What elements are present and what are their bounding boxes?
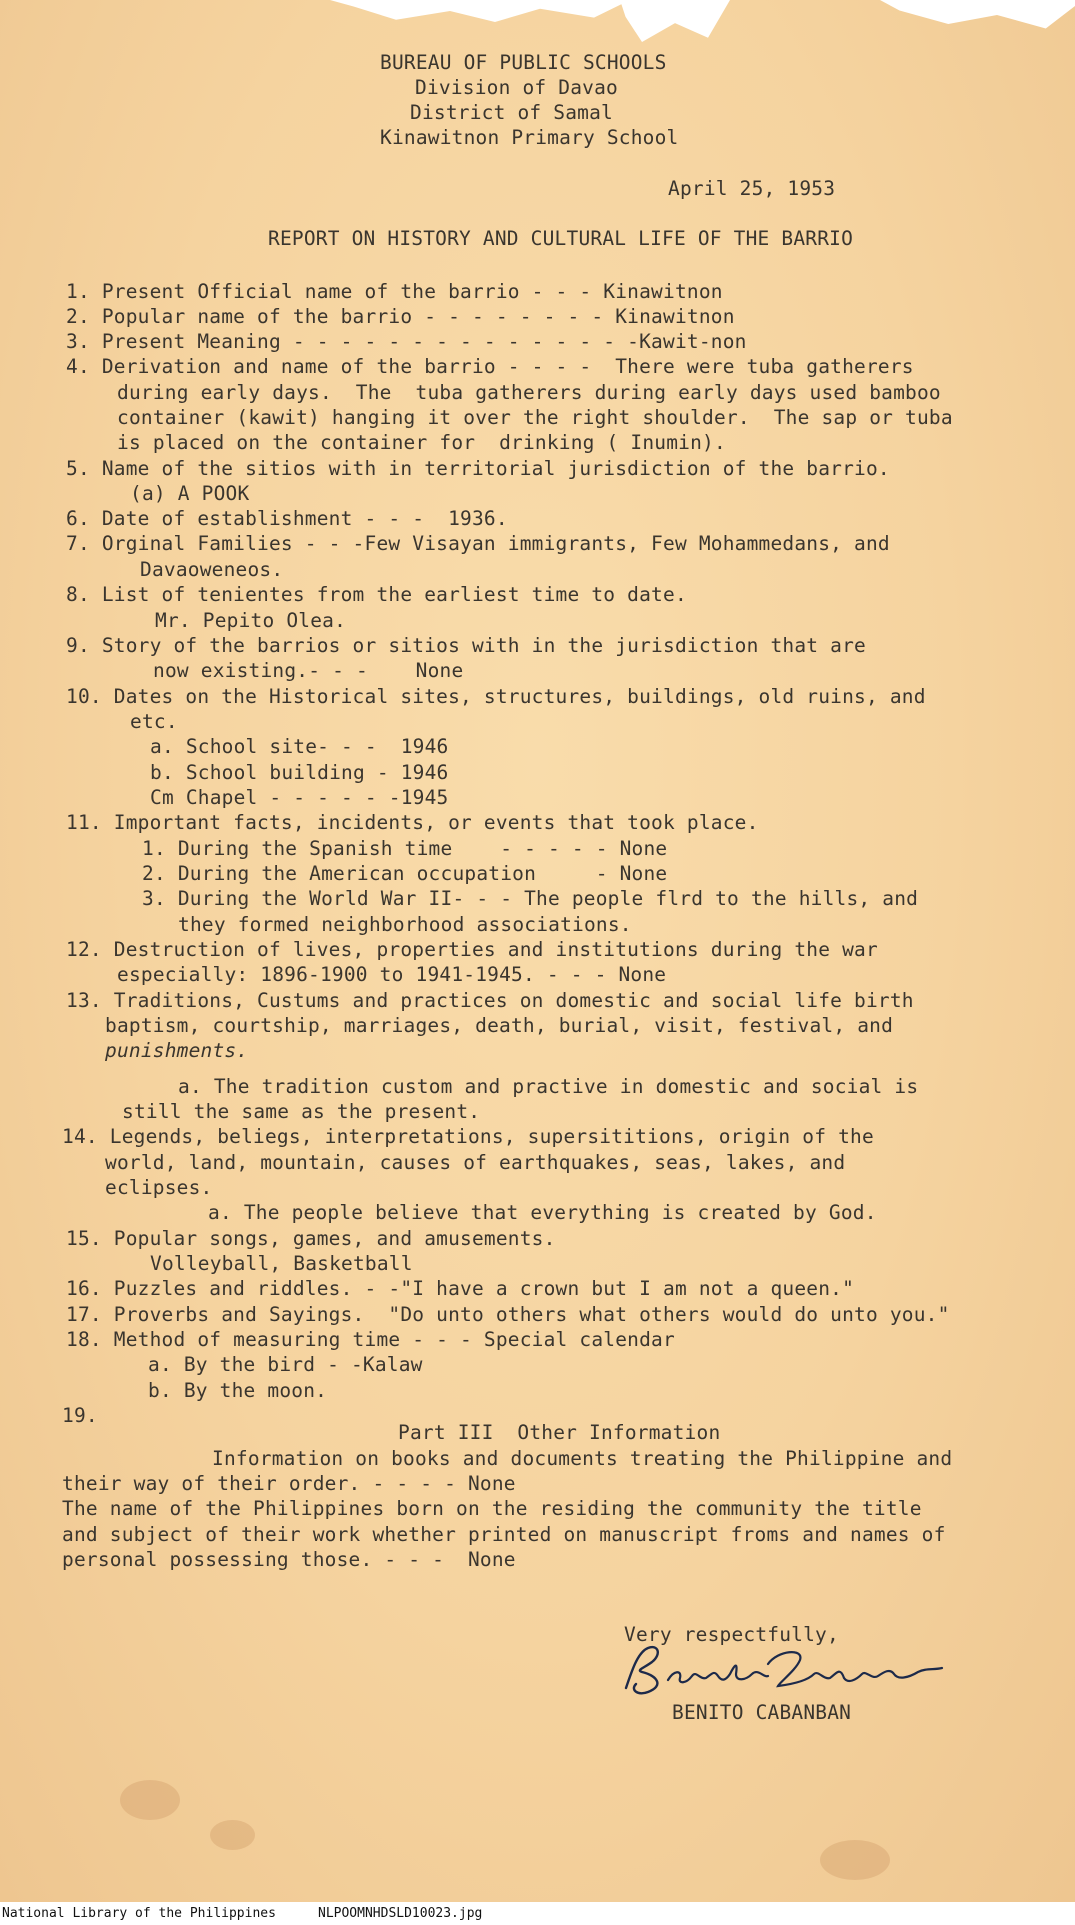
item-line: 13. Traditions, Custums and practices on domestic and social life birth [66,989,914,1012]
item-line: Volleyball, Basketball [150,1252,413,1275]
item-line: 5. Name of the sitios with in territorial jurisdiction of the barrio. [66,457,890,480]
handwritten-signature [618,1640,948,1700]
item-line: 3. Present Meaning - - - - - - - - - - - - - - -Kawit-non [66,330,747,353]
report-title: REPORT ON HISTORY AND CULTURAL LIFE OF THE BARRIO [268,227,854,250]
item-line: etc. [130,710,178,733]
item-line: 2. During the American occupation - None [142,862,668,885]
closing-salutation: Very respectfully, [624,1623,839,1646]
item-line: 8. List of tenientes from the earliest time to date. [66,583,687,606]
item-line: 15. Popular songs, games, and amusements. [66,1227,556,1250]
item-line: a. The tradition custom and practive in domestic and social is [178,1075,919,1098]
part3-line: their way of their order. - - - - None [62,1472,516,1495]
report-date: April 25, 1953 [668,177,836,200]
item-line: eclipses. [105,1176,213,1199]
item-line: 17. Proverbs and Sayings. "Do unto others what others would do unto you." [66,1303,950,1326]
item-line: a. School site- - - 1946 [150,735,449,758]
item-line: during early days. The tuba gatherers during early days used bamboo [117,381,941,404]
stain [120,1780,180,1820]
part3-line: The name of the Philippines born on the residing the community the title [62,1497,922,1520]
part3-line: and subject of their work whether printed on manuscript froms and names of [62,1523,946,1546]
item-line: 19. [62,1404,98,1427]
signer-name: BENITO CABANBAN [672,1701,852,1724]
part3-line: personal possessing those. - - - None [62,1548,516,1571]
header-bureau: BUREAU OF PUBLIC SCHOOLS [380,51,667,74]
stain [820,1840,890,1880]
item-line: Mr. Pepito Olea. [155,609,347,632]
torn-edge [620,0,730,42]
item-line: 1. During the Spanish time - - - - - None [142,837,668,860]
item-line: 11. Important facts, incidents, or events that took place. [66,811,759,834]
part3-heading: Part III Other Information [398,1421,721,1444]
footer-file: NLPOOMNHDSLD10023.jpg [318,1906,483,1921]
item-line: punishments. [105,1039,249,1062]
item-line: 18. Method of measuring time - - - Special calendar [66,1328,675,1351]
item-line: 10. Dates on the Historical sites, structures, buildings, old ruins, and [66,685,926,708]
item-line: 7. Orginal Families - - -Few Visayan immigrants, Few Mohammedans, and [66,532,890,555]
item-line: (a) A POOK [130,482,250,505]
item-line: a. By the bird - -Kalaw [148,1353,423,1376]
header-school: Kinawitnon Primary School [380,126,679,149]
item-line: 12. Destruction of lives, properties and institutions during the war [66,938,878,961]
item-line: still the same as the present. [122,1100,481,1123]
item-line: 14. Legends, beliegs, interpretations, supersititions, origin of the [62,1125,874,1148]
part3-line: Information on books and documents treating the Philippine and [212,1447,953,1470]
item-line: they formed neighborhood associations. [178,913,632,936]
item-line: 9. Story of the barrios or sitios with in the jurisdiction that are [66,634,866,657]
item-line: a. The people believe that everything is created by God. [208,1201,877,1224]
item-line: container (kawit) hanging it over the right shoulder. The sap or tuba [117,406,953,429]
item-line: 1. Present Official name of the barrio - - - Kinawitnon [66,280,723,303]
footer-library: National Library of the Philippines [2,1906,276,1921]
item-line: b. School building - 1946 [150,761,449,784]
item-line: Cm Chapel - - - - - -1945 [150,786,449,809]
item-line: 2. Popular name of the barrio - - - - - - - - Kinawitnon [66,305,735,328]
item-line: is placed on the container for drinking ( Inumin). [117,431,726,454]
item-line: especially: 1896-1900 to 1941-1945. - - - None [117,963,667,986]
item-line: now existing.- - - None [153,659,464,682]
item-line: 16. Puzzles and riddles. - -"I have a crown but I am not a queen." [66,1277,855,1300]
item-line: 4. Derivation and name of the barrio - - - - There were tuba gatherers [66,355,914,378]
archive-footer [0,1902,1075,1925]
item-line: world, land, mountain, causes of earthquakes, seas, lakes, and [105,1151,846,1174]
item-line: 6. Date of establishment - - - 1936. [66,507,508,530]
torn-edge [330,0,630,22]
item-line: b. By the moon. [148,1379,328,1402]
header-division: Division of Davao [415,76,618,99]
torn-edge [880,0,1075,30]
item-line: 3. During the World War II- - - The people flrd to the hills, and [142,887,919,910]
item-line: Davaoweneos. [140,558,284,581]
header-district: District of Samal [410,101,613,124]
stain [210,1820,255,1850]
item-line: baptism, courtship, marriages, death, burial, visit, festival, and [105,1014,894,1037]
